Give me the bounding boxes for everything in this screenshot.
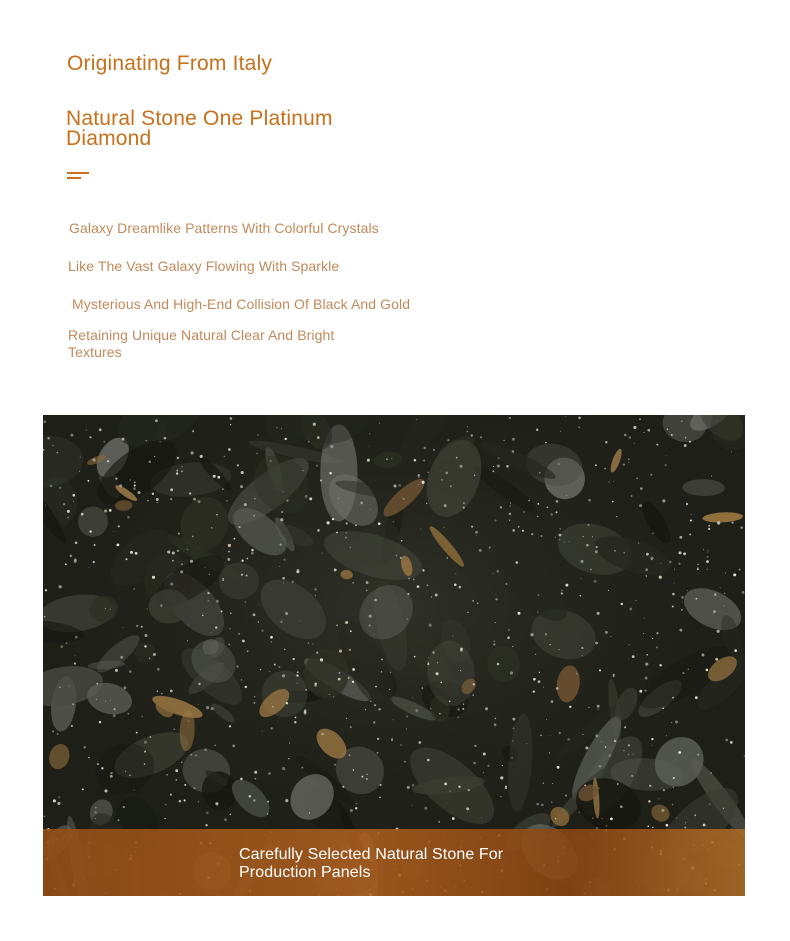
feature-text: Retaining Unique Natural Clear And Bright Textures (68, 327, 335, 360)
product-title: Natural Stone One Platinum Diamond (66, 107, 333, 150)
stone-texture-image (43, 415, 745, 896)
feature-text: Mysterious And High-End Collision Of Black And Gold (72, 296, 411, 312)
origin-title: Originating From Italy (67, 52, 273, 75)
feature-text: Galaxy Dreamlike Patterns With Colorful Crystals (69, 220, 379, 236)
feature-text: Like The Vast Galaxy Flowing With Sparkle (68, 258, 340, 274)
panel-caption: Carefully Selected Natural Stone For Production Panels (239, 846, 504, 881)
stone-image-panel (43, 415, 745, 896)
divider-icon (67, 172, 89, 180)
